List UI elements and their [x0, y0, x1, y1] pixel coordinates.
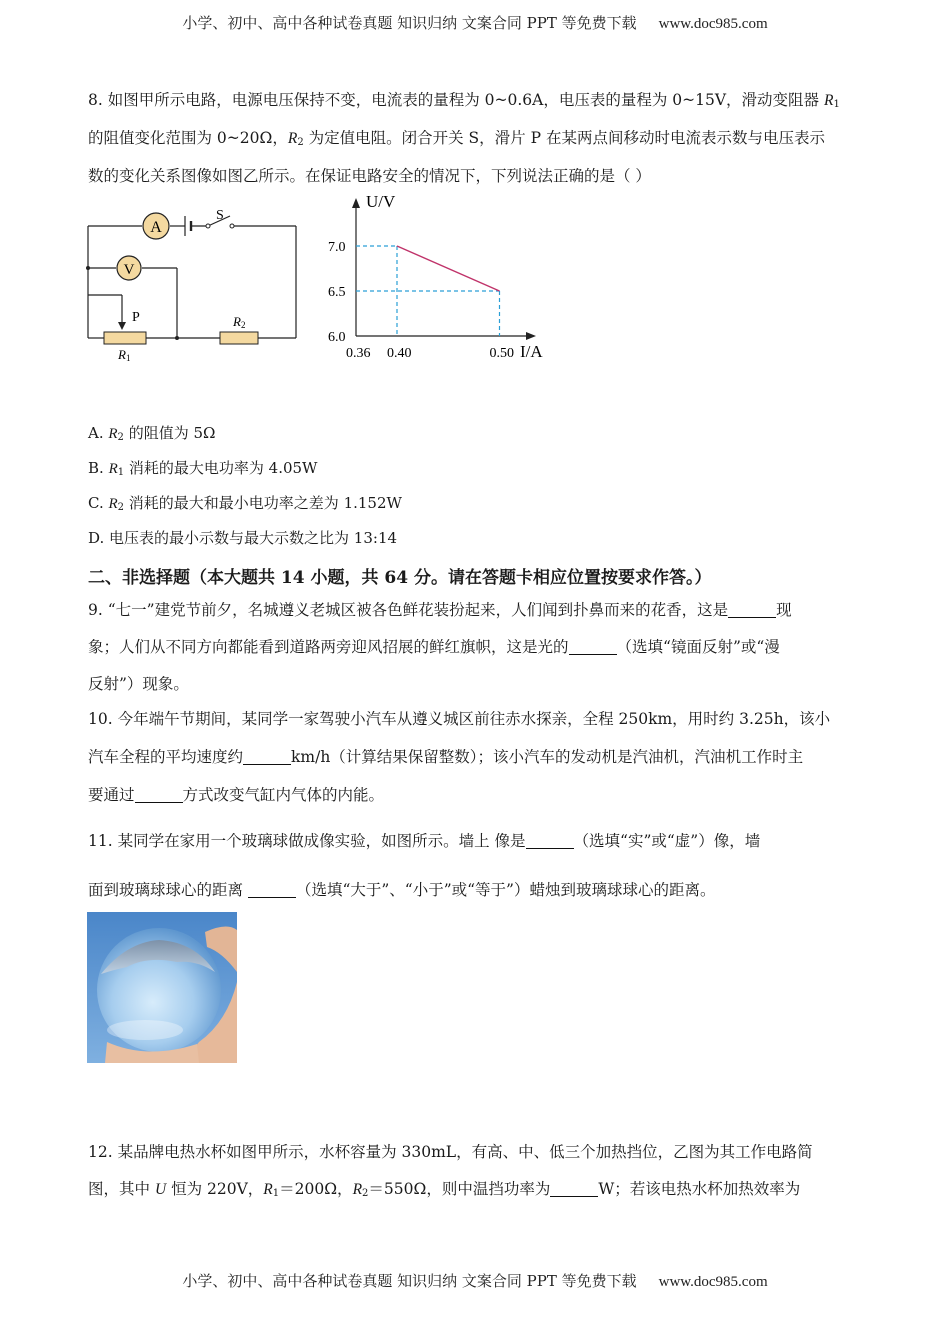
q8-option-b[interactable]: B. $R_1$ 消耗的最大电功率为 4.05W — [88, 459, 318, 478]
q9-line-2: 象；人们从不同方向都能看到道路两旁迎风招展的鲜红旗帜，这是光的 （选填“镜面反射”或“漫 — [88, 638, 780, 656]
answer-blank[interactable] — [243, 749, 291, 765]
svg-text:A: A — [150, 219, 162, 236]
svg-text:V: V — [123, 262, 135, 278]
answer-blank[interactable] — [550, 1181, 598, 1197]
answer-blank[interactable] — [526, 833, 574, 849]
q10-line-2: 汽车全程的平均速度约 km/h（计算结果保留整数）；该小汽车的发动机是汽油机，汽油机工作时主 — [88, 748, 804, 766]
answer-blank[interactable] — [569, 639, 617, 655]
x-tick-label: 0.36 — [346, 346, 371, 361]
x-axis-label: I/A — [520, 342, 543, 361]
answer-blank[interactable] — [728, 602, 776, 618]
ui-graph — [320, 190, 560, 370]
q8-line-1: 8. 如图甲所示电路，电源电压保持不变，电流表的量程为 0~0.6A，电压表的量程为 0~15V，滑动变阻器 $R_1$ — [88, 91, 840, 110]
ammeter — [143, 213, 169, 239]
q9-line-3: 反射”）现象。 — [88, 675, 189, 693]
r1-label: R1 — [118, 347, 131, 363]
x-tick-label: 0.50 — [489, 346, 514, 361]
answer-blank[interactable] — [248, 882, 296, 898]
y-axis-label: U/V — [366, 192, 396, 211]
y-tick-label: 6.5 — [328, 285, 346, 300]
series-line — [397, 246, 500, 291]
page-header — [0, 12, 950, 33]
q8-line-3: 数的变化关系图像如图乙所示。在保证电路安全的情况下，下列说法正确的是（ ） — [88, 167, 651, 185]
slider-arrow — [118, 322, 126, 330]
switch-label: S — [216, 208, 224, 223]
r2-label: R2 — [233, 314, 246, 330]
y-tick-label: 7.0 — [328, 240, 346, 255]
answer-blank[interactable] — [135, 787, 183, 803]
q12-line-1: 12. 某品牌电热水杯如图甲所示，水杯容量为 330mL，有高、中、低三个加热挡位，乙图为其工作电路简 — [88, 1143, 813, 1161]
q12-line-2: 图，其中 U 恒为 220V，$R_1=200\Omega$，$R_2=550\Omega$，则中温挡功率为 W；若该电热水杯加热效率为 — [88, 1180, 801, 1199]
slider-label: P — [132, 310, 140, 325]
header-site: www.doc985.com — [658, 16, 768, 32]
glass-ball-photo — [87, 912, 237, 1063]
q8-option-c[interactable]: C. $R_2$ 消耗的最大和最小电功率之差为 1.152W — [88, 494, 402, 513]
footer-text: 小学、初中、高中各种试卷真题 知识归纳 文案合同 PPT 等免费下载 — [182, 1272, 637, 1290]
footer-site: www.doc985.com — [658, 1274, 768, 1290]
voltmeter — [117, 256, 141, 280]
q8-line-2: 的阻值变化范围为 0~20Ω，$R_2$ 为定值电阻。闭合开关 S，滑片 P 在某两点间移动时电流表示数与电压表示 — [88, 129, 825, 148]
section-2-heading: 二、非选择题（本大题共 14 小题，共 64 分。请在答题卡相应位置按要求作答。） — [88, 568, 712, 588]
q8-option-a[interactable]: A. $R_2$ 的阻值为 5Ω — [88, 424, 216, 443]
resistor-r2 — [220, 332, 258, 344]
q11-line-2: 面到玻璃球球心的距离 （选填“大于”、“小于”或“等于”）蜡烛到玻璃球球心的距离。 — [88, 881, 716, 899]
q10-line-3: 要通过 方式改变气缸内气体的内能。 — [88, 786, 385, 804]
header-text: 小学、初中、高中各种试卷真题 知识归纳 文案合同 PPT 等免费下载 — [182, 14, 637, 32]
circuit-diagram — [80, 198, 310, 368]
q10-line-1: 10. 今年端午节期间，某同学一家驾驶小汽车从遵义城区前往赤水探亲，全程 250km，用时约 3.25h，该小 — [88, 710, 831, 728]
q11-line-1: 11. 某同学在家用一个玻璃球做成像实验，如图所示。墙上 像是 （选填“实”或“虚”）像，墙 — [88, 832, 761, 850]
y-tick-label: 6.0 — [328, 330, 346, 345]
page-footer — [0, 1270, 950, 1291]
x-tick-label: 0.40 — [387, 346, 412, 361]
q9-line-1: 9. “七一”建党节前夕，名城遵义老城区被各色鲜花装扮起来，人们闻到扑鼻而来的花香，这是 现 — [88, 601, 792, 619]
resistor-r1 — [104, 332, 146, 344]
q8-option-d[interactable]: D. 电压表的最小示数与最大示数之比为 13:14 — [88, 529, 398, 547]
